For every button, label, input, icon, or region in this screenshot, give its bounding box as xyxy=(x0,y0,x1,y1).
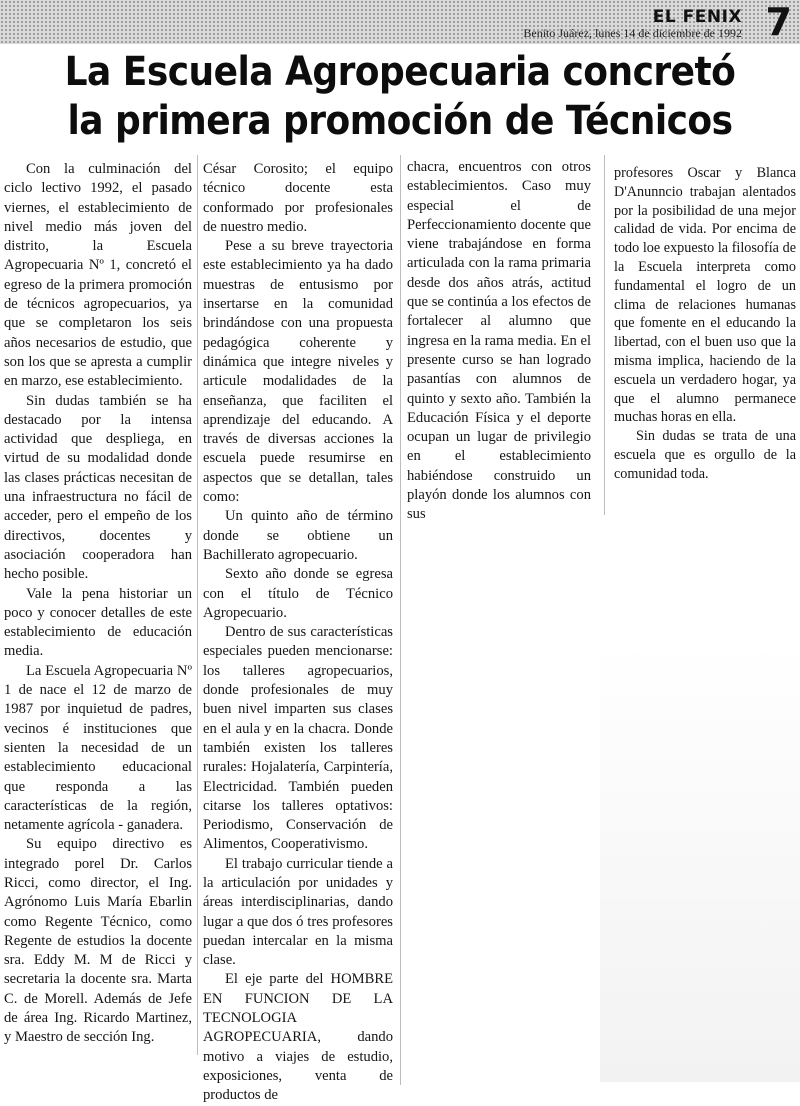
paragraph: Sexto año donde se egresa con el título de Técnico Agropecuario. xyxy=(203,566,393,621)
paragraph: Un quinto año de término donde se obtiene un Bachillerato agropecuario. xyxy=(203,508,393,563)
paragraph: Su equipo directivo es integrado porel Dr. Carlos Ricci, como director, el Ing. Agrónomo Luis María Ebarlin como Regente Técnico, como Regente de estudios la docente sra. Eddy M. M de Ricci y secretaria la docente sra. Marta C. de Morell. Además de Jefe de área Ing. Ricardo Martinez, y Maestro de sección Ing. xyxy=(4,836,192,1046)
paragraph: El trabajo curricular tiende a la articulación por unidades y áreas interdisciplinarias, dando lugar a que dos ó tres profesores puedan intercalar en la misma clase. xyxy=(203,855,393,969)
paragraph: chacra, encuentros con otros establecimientos. Caso muy especial el de Perfeccionamiento docente que viene trabajándose en forma articulada con la rama primaria desde dos años atrás, actitud que se continúa a los efectos de fortalecer al alumno que ingresa en la rama media. En el presente curso se han logrado pasantías con alumnos de quinto y sexto año. También la Educación Física y el deporte ocupan un lugar de privilegio en el establecimiento habiéndose construido un playón donde los alumnos con sus xyxy=(407,159,591,523)
page-number: 7 xyxy=(765,0,792,44)
article-column-4 xyxy=(614,164,796,484)
paragraph: La Escuela Agropecuaria Nº 1 de nace el 12 de marzo de 1987 por inquietud de padres, vecinos é instituciones que sienten la necesidad de un establecimiento educacional que responda a las características de la región, netamente agrícola - ganadera. xyxy=(4,662,192,834)
column-divider xyxy=(400,155,401,1085)
paragraph: César Corosito; el equipo técnico docente esta conformado por profesionales de nuestro medio. xyxy=(203,161,393,235)
dateline: Benito Juárez, lunes 14 de diciembre de 1992 xyxy=(523,26,742,40)
headline-line-2: la primera promoción de Técnicos xyxy=(67,98,733,144)
column-divider xyxy=(197,155,198,1055)
column-divider xyxy=(604,155,605,515)
paragraph: Sin dudas se trata de una escuela que es orgullo de la comunidad toda. xyxy=(614,428,796,482)
paragraph: Sin dudas también se ha destacado por la intensa actividad que despliega, en virtud de su modalidad donde las clases prácticas necesitan de una infraestructura no fácil de acceder, pero el empeño de los directivos, docentes y asociación cooperadora han hecho posible. xyxy=(4,392,192,583)
article-column-3 xyxy=(407,158,591,525)
paper-shadow xyxy=(600,640,800,1082)
masthead-band xyxy=(0,0,800,44)
article-column-1 xyxy=(4,160,192,1048)
article-headline xyxy=(40,48,760,146)
paragraph: El eje parte del HOMBRE EN FUNCION DE LA TECNOLOGIA AGROPECUARIA, dando motivo a viajes de estudio, exposiciones, venta de productos de xyxy=(203,971,393,1104)
newspaper-name: EL FENIX xyxy=(652,7,742,27)
headline-line-1: La Escuela Agropecuaria concretó xyxy=(64,49,736,95)
article-column-2 xyxy=(203,160,393,1106)
paragraph: Pese a su breve trayectoria este establecimiento ya ha dado muestras de entusismo por insertarse en la comunidad brindándose con una propuesta pedagógica coherente y dinámica que integre niveles y articule modalidades de la enseñanza, que faciliten el aprendizaje del educando. A través de diversas acciones la escuela puede resumirse en aspectos que se detallan, tales como: xyxy=(203,238,393,506)
paragraph: Vale la pena historiar un poco y conocer detalles de este establecimiento de educación media. xyxy=(4,585,192,660)
paragraph: Con la culminación del ciclo lectivo 1992, el pasado viernes, el establecimiento de nivel medio más joven del distrito, la Escuela Agropecuaria Nº 1, concretó el egreso de la primera promoción de técnicos agropecuarios, ya que se completaron los seis años necesarios de estudio, que son los que se apresta a cumplir en marzo, ese establecimiento. xyxy=(4,161,192,390)
paragraph: profesores Oscar y Blanca D'Anunncio trabajan alentados por la posibilidad de una mejor calidad de vida. Por encima de todo loe expuesto la filosofía de la Escuela interpreta como fundamental el logro de un clima de relaciones humanas que fomente en el educando la libertad, con el buen uso que la misma implica, haciendo de la escuela un verdadero hogar, ya que el alumno permanece muchas horas en ella. xyxy=(614,165,796,426)
paragraph: Dentro de sus características especiales pueden mencionarse: los talleres agropecuarios, donde profesionales de muy buen nivel imparten sus clases en el aula y en la chacra. Donde también existen los talleres rurales: Hojalatería, Carpintería, Electricidad. También pueden citarse los talleres optativos: Periodismo, Conservación de Alimentos, Cooperativismo. xyxy=(203,624,393,853)
